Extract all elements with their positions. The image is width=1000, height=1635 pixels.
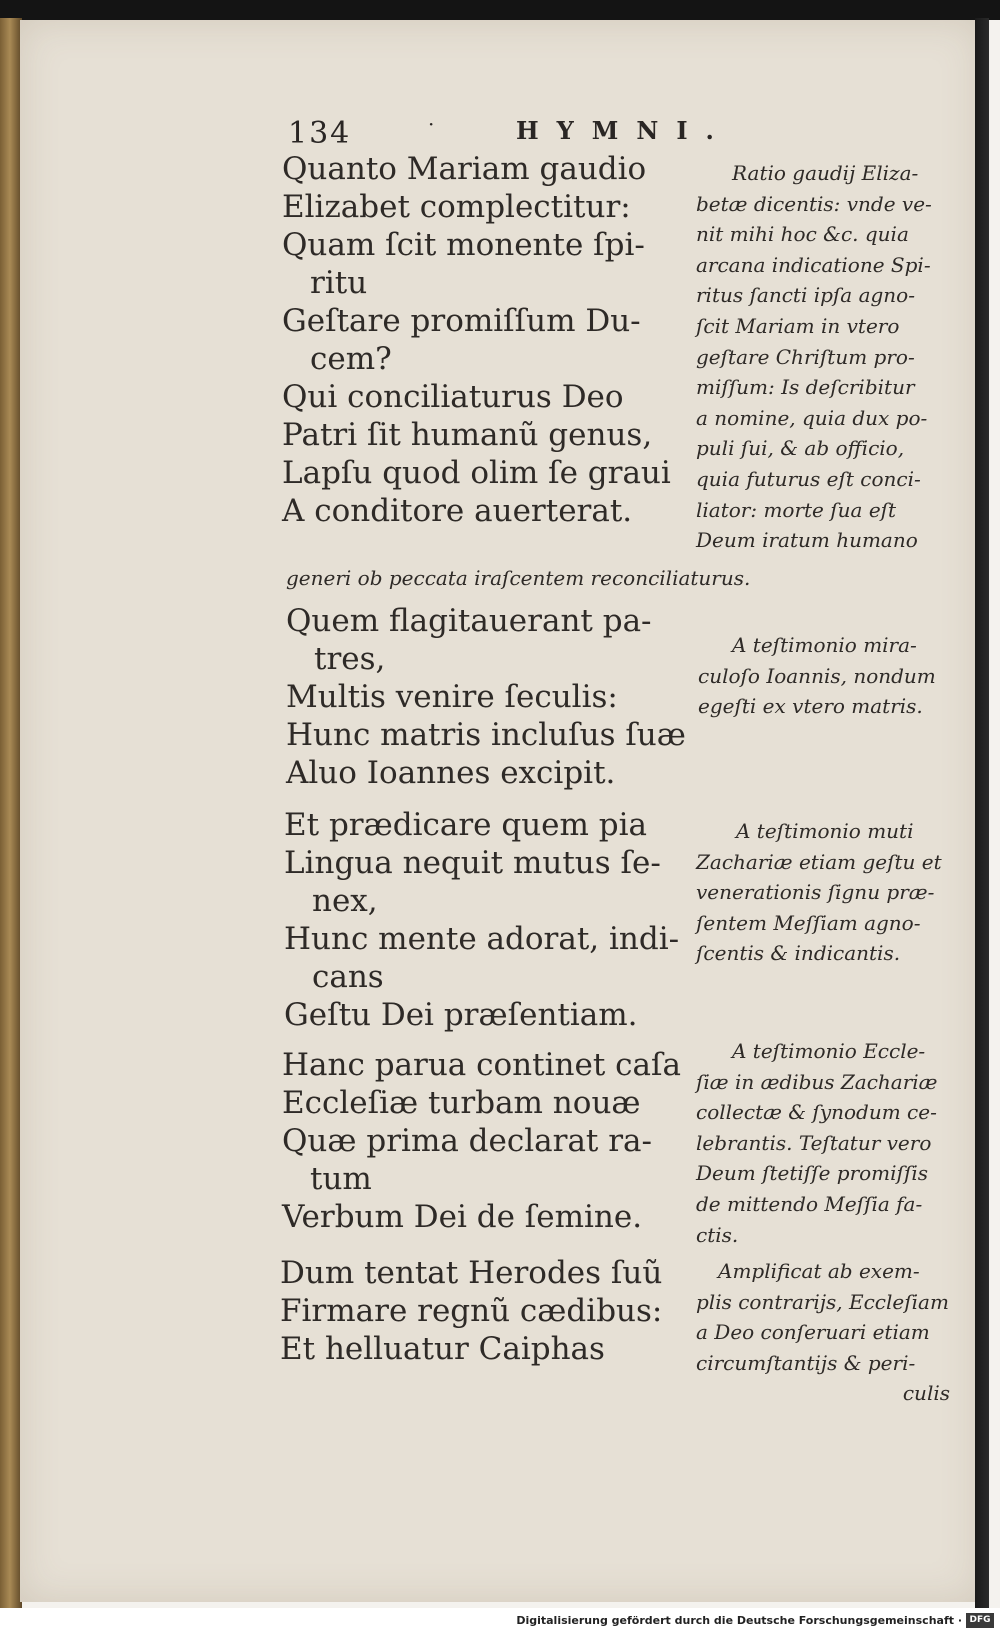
verse-line: Lapſu quod olim ſe graui bbox=[282, 455, 671, 491]
note-line: A teſtimonio mira- bbox=[732, 633, 917, 657]
verse-line: Verbum Dei de ſemine. bbox=[282, 1199, 643, 1235]
verse-line: Qui conciliaturus Deo bbox=[282, 379, 624, 415]
verse-line: Eccleſiæ turbam nouæ bbox=[282, 1085, 641, 1121]
verse-line: Geſtu Dei præſentiam. bbox=[284, 997, 638, 1033]
note-line: ctis. bbox=[696, 1222, 739, 1247]
note-line: A teſtimonio Eccle- bbox=[732, 1039, 926, 1063]
book-spine-edge bbox=[0, 18, 22, 1608]
note-line: Zachariæ etiam geſtu et bbox=[696, 849, 942, 874]
verse-line: cem? bbox=[310, 341, 392, 377]
page-number: 134 bbox=[288, 116, 352, 151]
note-line: collectæ & ſynodum ce- bbox=[696, 1100, 937, 1125]
verse-line: Patri ſit humanũ genus, bbox=[282, 417, 653, 453]
verse-line: cans bbox=[312, 959, 384, 995]
note-line: circumſtantijs & peri- bbox=[696, 1350, 916, 1375]
verse-line: Lingua nequit mutus ſe- bbox=[284, 845, 661, 881]
note-line: Amplificat ab exem- bbox=[718, 1259, 920, 1283]
hymn-stanza-1 bbox=[282, 150, 671, 530]
note-line: culis bbox=[902, 1381, 950, 1406]
margin-note-1 bbox=[696, 158, 932, 556]
note-line: venerationis ſignu præ- bbox=[696, 880, 935, 905]
note-line: liator: morte ſua eſt bbox=[696, 497, 897, 522]
verse-line: Quem flagitauerant pa- bbox=[286, 603, 652, 639]
note-line: ſiæ in ædibus Zachariæ bbox=[696, 1069, 938, 1094]
note-line: a nomine, quia dux po- bbox=[696, 405, 928, 430]
verse-line: Hunc mente adorat, indi- bbox=[284, 921, 680, 957]
note-line: ritus ſancti ipſa agno- bbox=[696, 283, 915, 308]
verse-line: Hunc matris incluſus ſuæ bbox=[286, 717, 686, 753]
note-line: ſentem Meſſiam agno- bbox=[696, 910, 921, 935]
note-line: arcana indicatione Spi- bbox=[696, 252, 931, 277]
verse-line: Et helluatur Caiphas bbox=[280, 1331, 605, 1367]
verse-line: Aluo Ioannes excipit. bbox=[286, 755, 616, 791]
note-line: egeſti ex vtero matris. bbox=[698, 694, 923, 719]
verse-line: Elizabet complectitur: bbox=[282, 189, 631, 225]
verse-line: A conditore auerterat. bbox=[282, 493, 633, 529]
verse-line: Hanc parua continet caſa bbox=[282, 1047, 681, 1083]
note-line: ſcit Mariam in vtero bbox=[696, 313, 900, 338]
note-line: puli ſui, & ab officio, bbox=[696, 436, 905, 461]
note-line: Ratio gaudij Eliza- bbox=[732, 161, 919, 185]
verse-line: Multis venire ſeculis: bbox=[286, 679, 618, 715]
verse-line: nex, bbox=[312, 883, 378, 919]
note-line: Deum ſtetiſſe promiſſis bbox=[696, 1161, 929, 1186]
note-line: ſcentis & indicantis. bbox=[696, 941, 901, 966]
verse-line: Quam ſcit monente ſpi- bbox=[282, 227, 645, 263]
margin-note-5 bbox=[696, 1256, 950, 1409]
running-title: HYMNI. bbox=[516, 116, 732, 145]
note-continuation: generi ob peccata iraſcentem reconciliaturus. bbox=[286, 566, 751, 590]
verse-line: Quanto Mariam gaudio bbox=[282, 151, 647, 187]
note-line: miſſum: Is deſcribitur bbox=[696, 375, 915, 400]
digitization-credit: Digitalisierung gefördert durch die Deutsche Forschungsgemeinschaft · bbox=[516, 1614, 962, 1627]
note-line: nit mihi hoc &c. quia bbox=[696, 222, 909, 247]
scan-top-border bbox=[0, 0, 1000, 20]
hymn-stanza-4 bbox=[282, 1046, 681, 1236]
margin-note-2 bbox=[698, 630, 936, 722]
verse-line: tum bbox=[310, 1161, 372, 1197]
note-line: Deum iratum humano bbox=[696, 528, 918, 553]
note-line: a Deo conſeruari etiam bbox=[696, 1320, 930, 1345]
note-line: lebrantis. Teſtatur vero bbox=[696, 1130, 932, 1155]
note-line: culoſo Ioannis, nondum bbox=[698, 663, 936, 688]
verse-line: Et prædicare quem pia bbox=[284, 807, 648, 843]
note-line: A teſtimonio muti bbox=[736, 819, 914, 843]
note-line: quia futurus eſt conci- bbox=[696, 466, 921, 491]
verse-line: Geſtare promiſſum Du- bbox=[282, 303, 641, 339]
verse-line: Firmare regnũ cædibus: bbox=[280, 1293, 663, 1329]
header-dot: · bbox=[428, 112, 437, 136]
hymn-stanza-2 bbox=[286, 602, 686, 792]
verse-line: tres, bbox=[314, 641, 386, 677]
hymn-stanza-5 bbox=[280, 1254, 662, 1368]
page-right-border bbox=[975, 18, 989, 1608]
dfg-logo: DFG bbox=[966, 1613, 994, 1628]
note-line: de mittendo Meſſia fa- bbox=[696, 1191, 923, 1216]
hymn-stanza-3 bbox=[284, 806, 679, 1034]
margin-note-4 bbox=[696, 1036, 937, 1250]
verse-line: ritu bbox=[310, 265, 368, 301]
verse-line: Dum tentat Herodes ſuũ bbox=[280, 1255, 663, 1291]
note-line: betæ dicentis: vnde ve- bbox=[696, 191, 932, 216]
verse-line: Quæ prima declarat ra- bbox=[282, 1123, 653, 1159]
margin-note-3 bbox=[696, 816, 942, 969]
note-line: plis contrarijs, Eccleſiam bbox=[696, 1289, 949, 1314]
note-line: geſtare Chriſtum pro- bbox=[696, 344, 915, 369]
